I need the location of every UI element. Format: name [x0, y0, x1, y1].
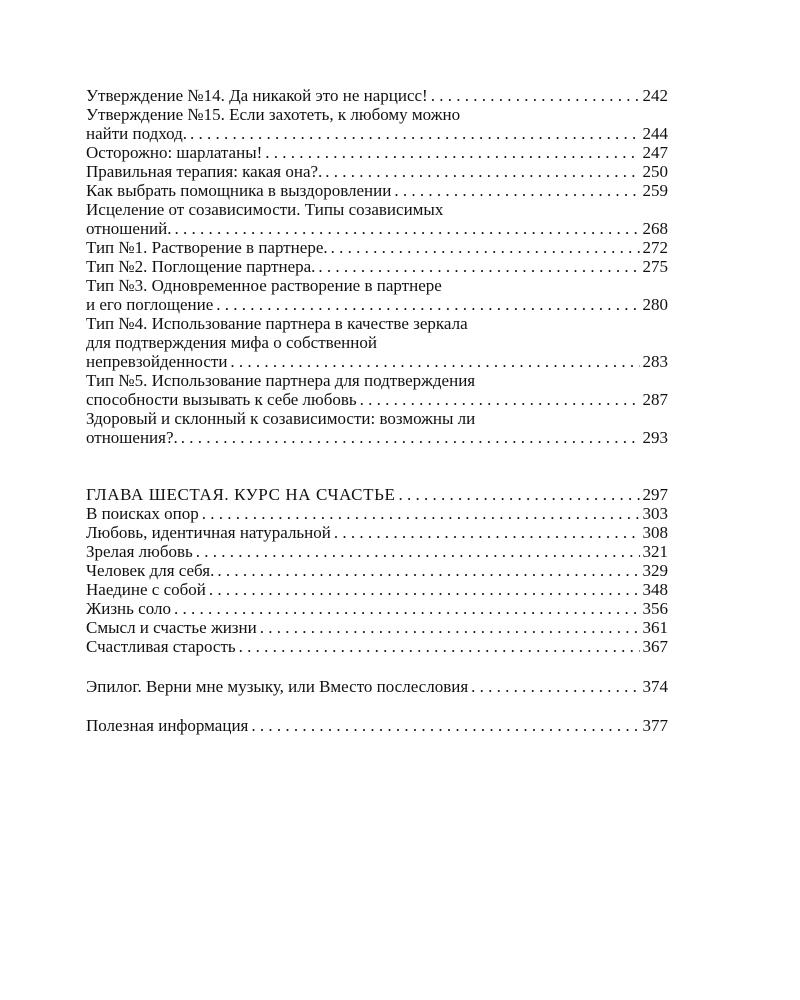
toc-entry-line: Тип №4. Использование партнера в качестве зеркала [86, 314, 468, 333]
dot-leader [217, 561, 639, 580]
toc-section [86, 716, 668, 735]
toc-entry[interactable] [86, 542, 668, 561]
toc-entry[interactable] [86, 618, 668, 637]
toc-entry-title: Как выбрать помощника в выздоровлении [86, 181, 392, 200]
toc-entry[interactable] [86, 238, 668, 257]
toc-entry[interactable] [86, 371, 668, 409]
toc-entry[interactable] [86, 181, 668, 200]
toc-entry-line: Здоровый и склонный к созависимости: возможны ли [86, 409, 476, 428]
toc-entry-title: Человек для себя. [86, 561, 215, 580]
dot-leader [230, 352, 639, 371]
page-number: 283 [642, 352, 668, 371]
page-number: 244 [642, 124, 668, 143]
toc-entry-title: Правильная терапия: какая она?. [86, 162, 323, 181]
toc-entry-title: Любовь, идентичная натуральной [86, 523, 331, 542]
dot-leader [174, 599, 640, 618]
page-number: 377 [642, 716, 668, 735]
toc-entry-title: Осторожно: шарлатаны! [86, 143, 263, 162]
dot-leader [190, 124, 639, 143]
toc-entry-title: Тип №1. Растворение в партнере. [86, 238, 328, 257]
toc-entry[interactable] [86, 677, 668, 696]
dot-leader [318, 257, 639, 276]
page-number: 247 [642, 143, 668, 162]
toc-entry-line: для подтверждения мифа о собственной [86, 333, 377, 352]
toc-entry[interactable] [86, 409, 668, 447]
toc-entry-title: В поисках опор [86, 504, 199, 523]
toc-entry-title: отношения?. [86, 428, 178, 447]
toc-entry-title: Полезная информация [86, 716, 249, 735]
toc-entry-title: Утверждение №14. Да никакой это не нарцисс! [86, 86, 428, 105]
page-number: 268 [642, 219, 668, 238]
page-number: 275 [642, 257, 668, 276]
dot-leader [216, 295, 639, 314]
toc-entry-title: Наедине с собой [86, 580, 206, 599]
page-number: 361 [642, 618, 668, 637]
dot-leader [181, 428, 640, 447]
toc-entry-title: Счастливая старость [86, 637, 236, 656]
toc-entry[interactable] [86, 200, 668, 238]
page-number: 329 [642, 561, 668, 580]
dot-leader [360, 390, 640, 409]
toc-entry[interactable] [86, 257, 668, 276]
dot-leader [471, 677, 639, 696]
page-number: 250 [642, 162, 668, 181]
toc-entry-title: Тип №2. Поглощение партнера. [86, 257, 316, 276]
toc-entry-title: отношений. [86, 219, 172, 238]
toc-entry-title: ГЛАВА ШЕСТАЯ. КУРС НА СЧАСТЬЕ [86, 485, 396, 504]
dot-leader [431, 86, 640, 105]
toc-entry[interactable] [86, 504, 668, 523]
dot-leader [398, 485, 639, 504]
page-number: 293 [642, 428, 668, 447]
page-number: 374 [642, 677, 668, 696]
page-number: 242 [642, 86, 668, 105]
toc-entry[interactable] [86, 599, 668, 618]
toc-entry[interactable] [86, 637, 668, 656]
toc-entry[interactable] [86, 162, 668, 181]
table-of-contents [86, 86, 668, 735]
dot-leader [174, 219, 639, 238]
toc-entry-line: Утверждение №15. Если захотеть, к любому можно [86, 105, 461, 124]
toc-entry-line: Исцеление от созависимости. Типы созависимых [86, 200, 444, 219]
page-number: 272 [642, 238, 668, 257]
page-number: 303 [642, 504, 668, 523]
toc-entry-title: Смысл и счастье жизни [86, 618, 257, 637]
dot-leader [202, 504, 640, 523]
toc-entry-title: способности вызывать к себе любовь [86, 390, 357, 409]
dot-leader [265, 143, 639, 162]
dot-leader [260, 618, 640, 637]
toc-entry-title: Жизнь соло [86, 599, 171, 618]
toc-entry-title: Эпилог. Верни мне музыку, или Вместо послесловия [86, 677, 469, 696]
page-number: 287 [642, 390, 668, 409]
toc-entry[interactable] [86, 314, 668, 371]
toc-entry-title: найти подход. [86, 124, 188, 143]
page-number: 259 [642, 181, 668, 200]
dot-leader [331, 238, 640, 257]
toc-entry[interactable] [86, 105, 668, 143]
dot-leader [334, 523, 640, 542]
page-number: 280 [642, 295, 668, 314]
page-number: 356 [642, 599, 668, 618]
dot-leader [239, 637, 640, 656]
toc-entry-line: Тип №5. Использование партнера для подтверждения [86, 371, 476, 390]
page-number: 308 [642, 523, 668, 542]
toc-section [86, 485, 668, 656]
page-number: 321 [642, 542, 668, 561]
toc-entry-title: непревзойденности [86, 352, 228, 371]
toc-entry-title: Зрелая любовь [86, 542, 193, 561]
toc-entry[interactable] [86, 523, 668, 542]
toc-entry[interactable] [86, 86, 668, 105]
toc-chapter-heading[interactable] [86, 485, 668, 504]
dot-leader [196, 542, 640, 561]
page-number: 297 [642, 485, 668, 504]
dot-leader [325, 162, 639, 181]
toc-entry[interactable] [86, 143, 668, 162]
dot-leader [251, 716, 639, 735]
page-number: 367 [642, 637, 668, 656]
dot-leader [394, 181, 639, 200]
toc-entry[interactable] [86, 276, 668, 314]
toc-section [86, 86, 668, 447]
toc-section [86, 677, 668, 696]
page-number: 348 [642, 580, 668, 599]
toc-entry[interactable] [86, 716, 668, 735]
toc-entry[interactable] [86, 561, 668, 580]
toc-entry-title: и его поглощение [86, 295, 214, 314]
toc-entry[interactable] [86, 580, 668, 599]
toc-entry-line: Тип №3. Одновременное растворение в партнере [86, 276, 442, 295]
dot-leader [209, 580, 640, 599]
